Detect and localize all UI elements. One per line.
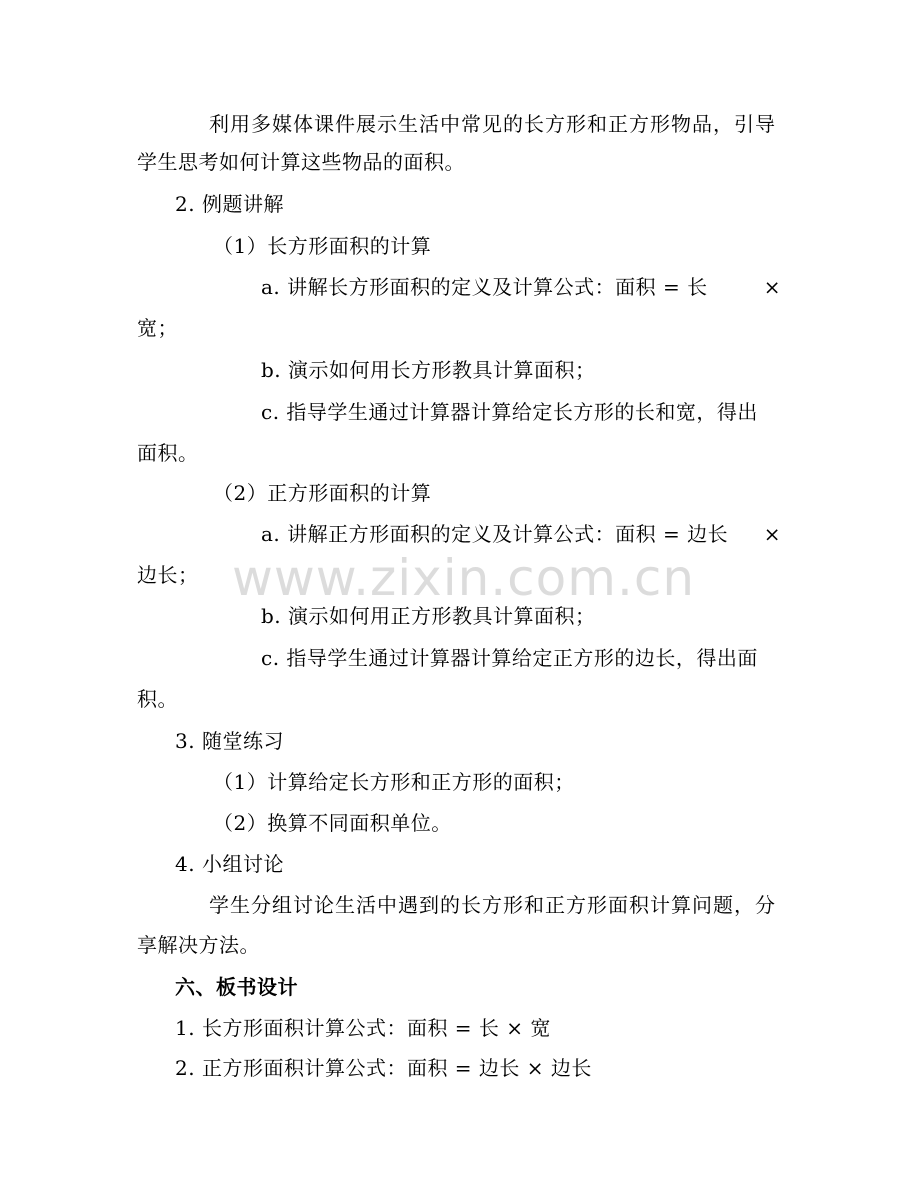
section-heading-example: 2. 例题讲解 <box>175 192 284 216</box>
practice-item-2: （2）换算不同面积单位。 <box>213 811 452 835</box>
practice-item-1: （1）计算给定长方形和正方形的面积； <box>213 770 575 794</box>
square-step-a-line-2: 边长； <box>137 563 199 587</box>
intro-paragraph-line-1 <box>209 112 776 136</box>
section-heading-practice: 3. 随堂练习 <box>175 729 284 753</box>
discussion-line-1-text: 学生分组讨论生活中遇到的长方形和正方形面积计算问题，分 <box>209 893 776 917</box>
square-area-title: （2）正方形面积的计算 <box>213 481 432 505</box>
square-step-a-times: × <box>763 522 781 546</box>
square-step-a-text: a. 讲解正方形面积的定义及计算公式：面积 = 边长 <box>261 522 729 546</box>
square-step-c-line-2: 积。 <box>137 687 178 711</box>
section-heading-discussion: 4. 小组讨论 <box>175 852 284 876</box>
discussion-paragraph-line-1 <box>209 893 776 917</box>
rect-step-a-line-2: 宽； <box>137 316 178 340</box>
section-heading-board-design: 六、板书设计 <box>175 975 298 999</box>
watermark: www.zixin.com.cn <box>232 549 696 607</box>
board-formula-rectangle: 1. 长方形面积计算公式：面积 = 长 × 宽 <box>175 1016 551 1040</box>
intro-paragraph-line-2: 学生思考如何计算这些物品的面积。 <box>137 150 465 174</box>
rect-step-a-text: a. 讲解长方形面积的定义及计算公式：面积 = 长 <box>261 275 708 299</box>
discussion-paragraph-line-2: 享解决方法。 <box>137 933 260 957</box>
rect-step-c-line-2: 面积。 <box>137 441 199 465</box>
rect-step-b: b. 演示如何用长方形教具计算面积； <box>261 358 596 382</box>
intro-line-1-text: 利用多媒体课件展示生活中常见的长方形和正方形物品，引导 <box>209 112 776 136</box>
square-step-b: b. 演示如何用正方形教具计算面积； <box>261 604 596 628</box>
square-step-c-line-1: c. 指导学生通过计算器计算给定正方形的边长，得出面 <box>261 646 758 670</box>
square-step-a-line-1 <box>261 522 781 546</box>
rect-area-title: （1）长方形面积的计算 <box>213 234 432 258</box>
rect-step-a-line-1 <box>261 275 781 299</box>
rect-step-c-line-1: c. 指导学生通过计算器计算给定长方形的长和宽，得出 <box>261 400 758 424</box>
rect-step-a-times: × <box>763 275 781 299</box>
board-formula-square: 2. 正方形面积计算公式：面积 = 边长 × 边长 <box>175 1056 592 1080</box>
